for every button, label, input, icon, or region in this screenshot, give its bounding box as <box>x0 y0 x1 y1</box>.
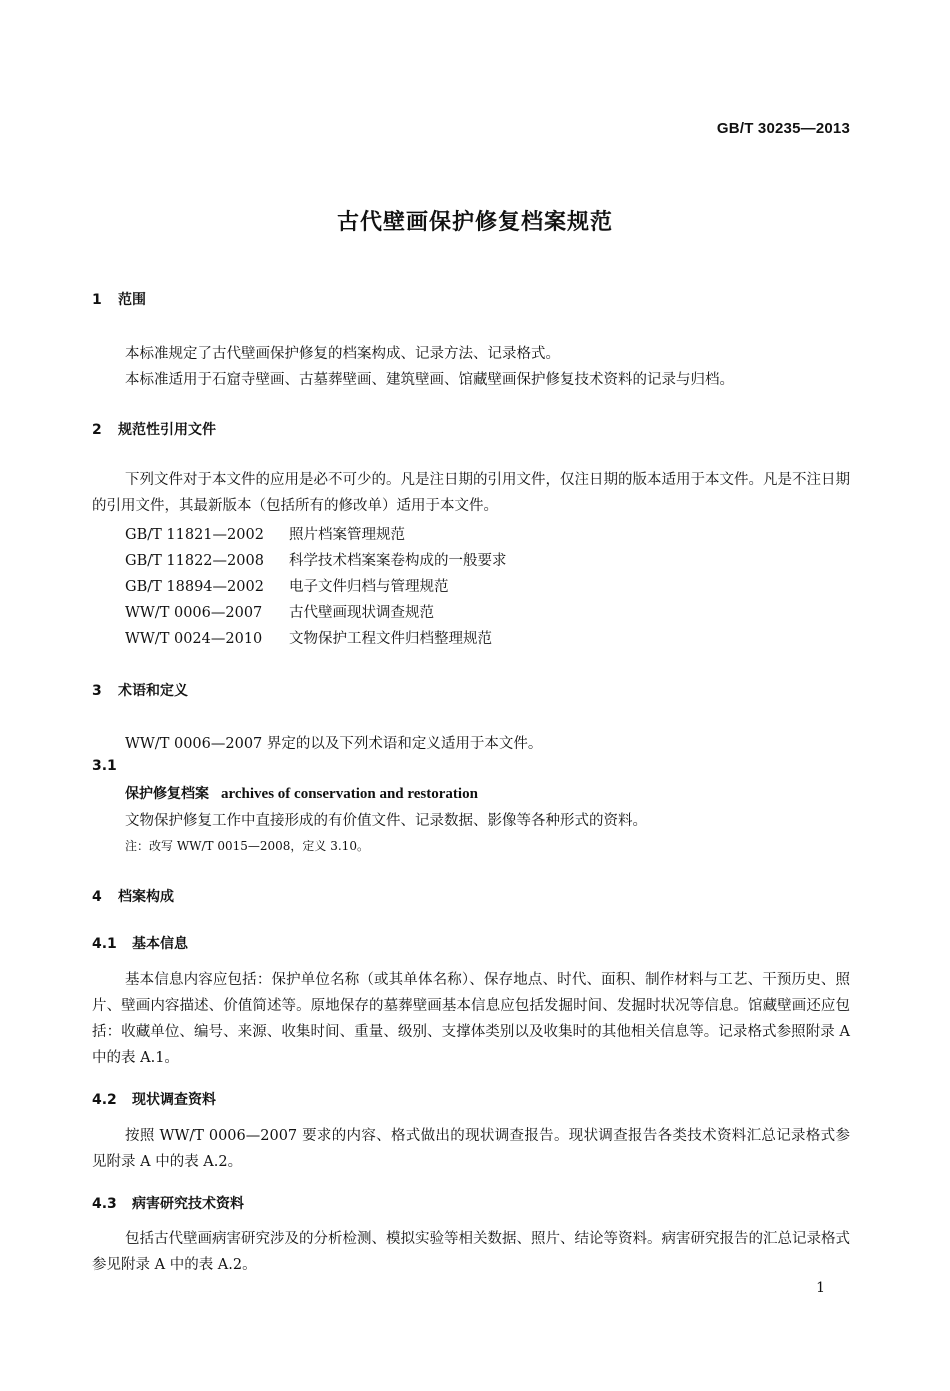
reference-item <box>125 575 449 596</box>
reference-item <box>125 601 434 622</box>
page-number: 1 <box>816 1280 825 1296</box>
section-number: 4 <box>92 889 102 905</box>
subsection-4-1-text: 基本信息内容应包括：保护单位名称（或其单体名称）、保存地点、时代、面积、制作材料与工艺、干预历史、照片、壁画内容描述、价值简述等。原地保存的墓葬壁画基本信息应包括发掘时间、发掘时状况等信息。馆藏壁画还应包括：收藏单位、编号、来源、收集时间、重量、级别、支撑体类别以及收集时的其他相关信息等。记录格式参照附录 A 中的表 A.1。 <box>92 972 850 1066</box>
reference-code: GB/T 18894—2002 <box>125 579 264 595</box>
section-1-heading <box>92 289 146 309</box>
subsection-4-2-text: 按照 WW/T 0006—2007 要求的内容、格式做出的现状调查报告。现状调查报告各类技术资料汇总记录格式参见附录 A 中的表 A.2。 <box>92 1128 850 1170</box>
section-2-intro: 下列文件对于本文件的应用是必不可少的。凡是注日期的引用文件，仅注日期的版本适用于本文件。凡是不注日期的引用文件，其最新版本（包括所有的修改单）适用于本文件。 <box>92 472 850 514</box>
reference-title: 科学技术档案案卷构成的一般要求 <box>289 553 507 569</box>
section-1-paragraph-1: 本标准规定了古代壁画保护修复的档案构成、记录方法、记录格式。 <box>125 346 560 362</box>
reference-item <box>125 549 507 570</box>
term-english: archives of conservation and restoration <box>221 786 478 802</box>
subsection-4-3-heading <box>92 1193 244 1213</box>
term-heading <box>125 783 478 803</box>
subsection-title: 现状调查资料 <box>132 1092 216 1108</box>
section-title: 范围 <box>118 292 146 308</box>
reference-title: 文物保护工程文件归档整理规范 <box>289 631 492 647</box>
term-chinese: 保护修复档案 <box>125 786 209 802</box>
section-title: 规范性引用文件 <box>118 422 216 438</box>
subsection-number: 4.3 <box>92 1196 117 1212</box>
section-4-heading <box>92 886 174 906</box>
section-number: 2 <box>92 422 102 438</box>
section-1-paragraph-2: 本标准适用于石窟寺壁画、古墓葬壁画、建筑壁画、馆藏壁画保护修复技术资料的记录与归档。 <box>125 372 734 388</box>
reference-title: 古代壁画现状调查规范 <box>289 605 434 621</box>
section-3-heading <box>92 680 188 700</box>
term-definition: 文物保护修复工作中直接形成的有价值文件、记录数据、影像等各种形式的资料。 <box>125 813 647 829</box>
section-title: 档案构成 <box>118 889 174 905</box>
reference-item <box>125 627 492 648</box>
reference-code: GB/T 11821—2002 <box>125 527 264 543</box>
standard-code-header: GB/T 30235—2013 <box>716 120 850 137</box>
document-title: 古代壁画保护修复档案规范 <box>336 210 613 235</box>
section-number: 1 <box>92 292 102 308</box>
subsection-4-2-heading <box>92 1089 216 1109</box>
reference-title: 电子文件归档与管理规范 <box>289 579 449 595</box>
subsection-4-1-heading <box>92 933 188 953</box>
section-number: 3 <box>92 683 102 699</box>
section-title: 术语和定义 <box>118 683 188 699</box>
subsection-title: 病害研究技术资料 <box>132 1196 244 1212</box>
section-2-heading <box>92 419 216 439</box>
reference-code: GB/T 11822—2008 <box>125 553 264 569</box>
section-3-intro: WW/T 0006—2007 界定的以及下列术语和定义适用于本文件。 <box>125 736 543 752</box>
subsection-number: 4.2 <box>92 1092 117 1108</box>
reference-code: WW/T 0024—2010 <box>125 631 263 647</box>
term-note: 注：改写 WW/T 0015—2008，定义 3.10。 <box>125 839 369 853</box>
reference-title: 照片档案管理规范 <box>289 527 405 543</box>
reference-code: WW/T 0006—2007 <box>125 605 263 621</box>
reference-item <box>125 523 405 544</box>
subsection-number: 4.1 <box>92 936 117 952</box>
term-number: 3.1 <box>92 758 117 774</box>
subsection-title: 基本信息 <box>132 936 188 952</box>
subsection-4-3-text: 包括古代壁画病害研究涉及的分析检测、模拟实验等相关数据、照片、结论等资料。病害研究报告的汇总记录格式参见附录 A 中的表 A.2。 <box>92 1231 850 1273</box>
